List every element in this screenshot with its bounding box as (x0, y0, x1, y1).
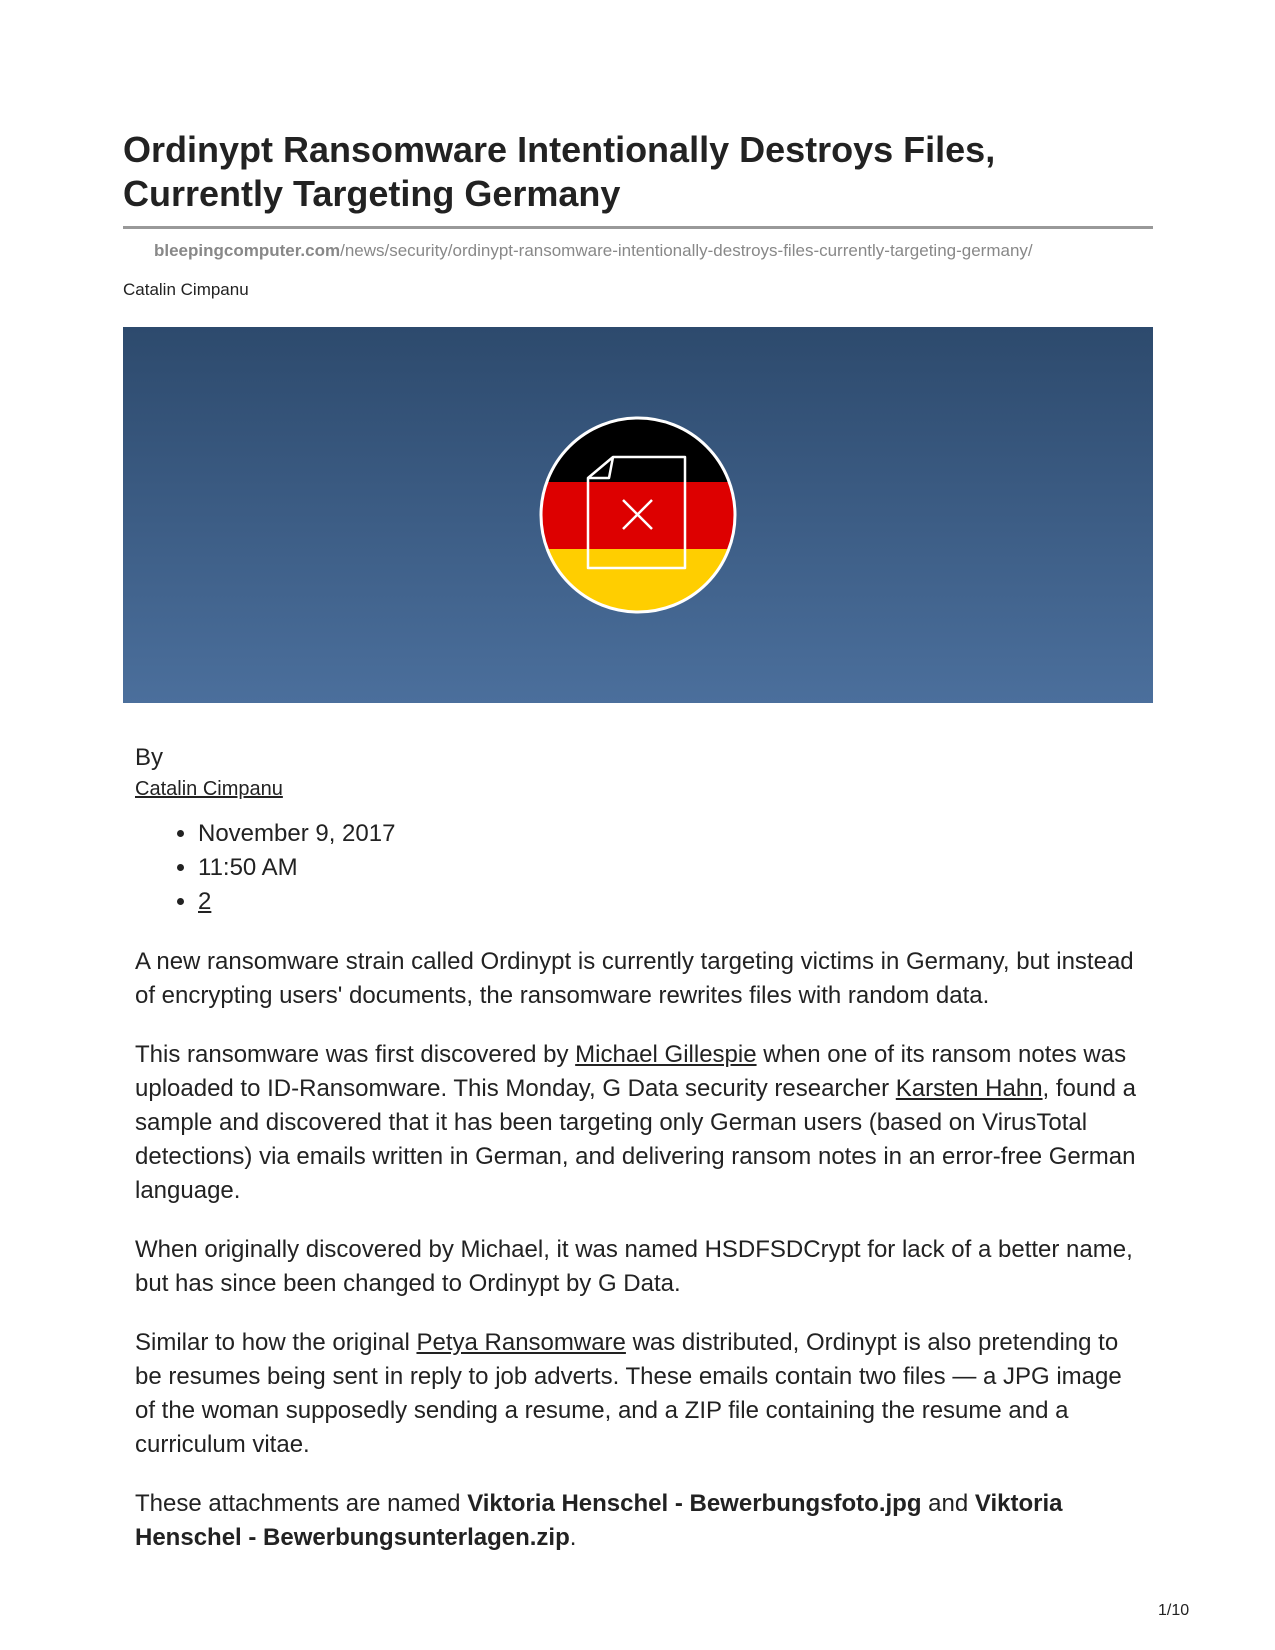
title-divider (123, 226, 1153, 229)
source-path: /news/security/ordinypt-ransomware-intentionally-destroys-files-currently-targeting-germany/ (340, 241, 1033, 260)
karsten-hahn-link[interactable]: Karsten Hahn (895, 1075, 1043, 1102)
paragraph-4: Similar to how the original Petya Ransomware was distributed, Ordinypt is also pretending to be resumes being sent in reply to job adverts. These emails contain two files — a JPG image of the woman supposedly sending a resume, and a ZIP file containing the resume and a curriculum vitae. (135, 1329, 1122, 1458)
hero-image (123, 327, 1153, 703)
attachment-name-zip: Viktoria Henschel - Bewerbungsunterlagen.zip (135, 1490, 1063, 1551)
source-domain: bleepingcomputer.com (154, 241, 341, 260)
paragraph-2: This ransomware was first discovered by Michael Gillespie when one of its ransom notes was uploaded to ID-Ransomware. This Monday, G Data security researcher Karsten Hahn, found a sample and discovered that it has been targeting only German users (based on VirusTotal detections) via emails written in German, and delivering ransom notes in an error-free German language. (135, 1041, 1136, 1204)
comments-item (198, 885, 1145, 919)
attachment-name-jpg: Viktoria Henschel - Bewerbungsfoto.jpg (467, 1490, 922, 1517)
paragraph-3: When originally discovered by Michael, it was named HSDFSDCrypt for lack of a better name, but has since been changed to Ordinypt by G Data. (135, 1236, 1133, 1297)
petya-ransomware-link[interactable]: Petya Ransomware (416, 1329, 626, 1356)
article-date: • November 9, 2017 (198, 817, 1145, 851)
michael-gillespie-link[interactable]: Michael Gillespie (575, 1041, 757, 1068)
source-url (154, 240, 1033, 262)
comments-count-link[interactable]: 2 (198, 888, 212, 915)
article-title: Ordinypt Ransomware Intentionally Destroys Files, Currently Targeting Germany (123, 129, 996, 214)
byline-label: By (135, 744, 164, 771)
paragraph-1: A new ransomware strain called Ordinypt is currently targeting victims in Germany, but instead of encrypting users' documents, the ransomware rewrites files with random data. (135, 948, 1134, 1009)
author-name: Catalin Cimpanu (123, 280, 249, 299)
author-link[interactable]: Catalin Cimpanu (135, 778, 283, 800)
page-number: 1/10 (1158, 1602, 1190, 1619)
paragraph-5: These attachments are named Viktoria Henschel - Bewerbungsfoto.jpg and Viktoria Henschel - Bewerbungsunterlagen.zip. (135, 1490, 1063, 1551)
article-time: • 11:50 AM (198, 851, 1145, 885)
article-content (135, 741, 1145, 1555)
german-flag-deleted-file-icon (123, 327, 1153, 703)
article-meta-list (135, 817, 1145, 919)
